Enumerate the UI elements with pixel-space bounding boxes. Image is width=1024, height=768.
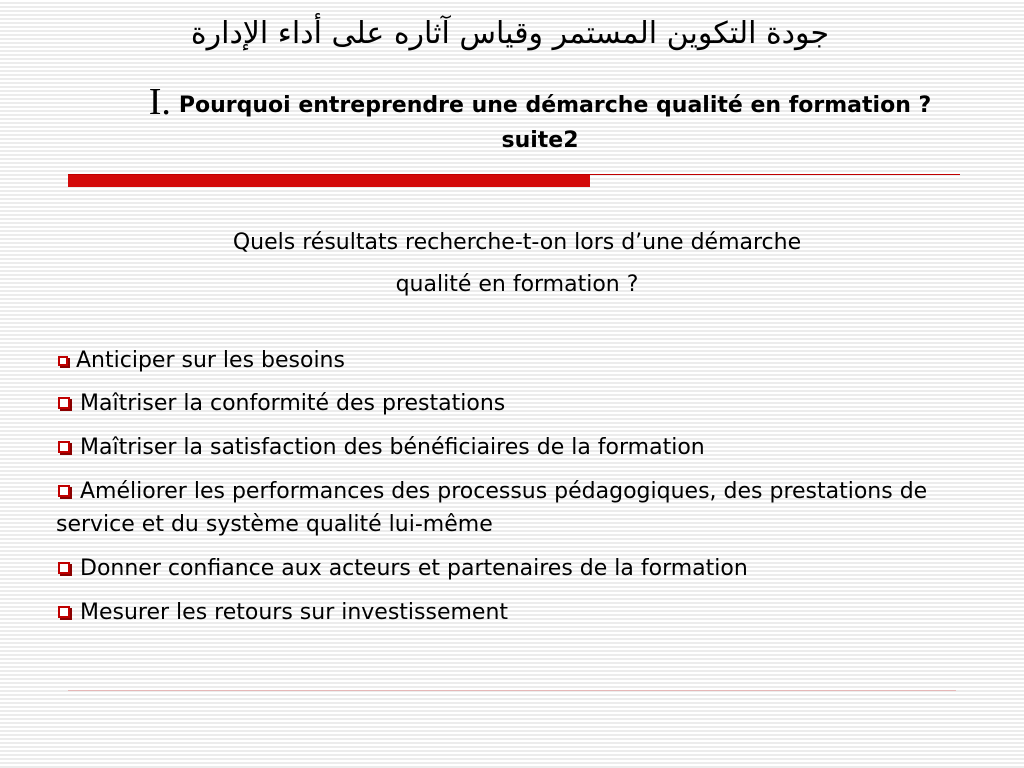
checkbox-bullet-icon (58, 485, 70, 497)
footer-divider-line (68, 690, 956, 691)
list-item (56, 552, 976, 585)
list-item (56, 596, 976, 629)
checkbox-bullet-icon (58, 356, 68, 366)
bullet-list (56, 344, 976, 640)
checkbox-bullet-icon (58, 562, 70, 574)
list-item-text: Améliorer les performances des processus pédagogiques, des prestations de service et du système qualité lui-même (56, 479, 928, 537)
question-line-2: qualité en formation ? (395, 272, 639, 297)
heading-numeral: I. (148, 81, 171, 123)
checkbox-bullet-icon (58, 441, 70, 453)
question-text (120, 222, 914, 306)
list-item (56, 387, 976, 420)
checkbox-bullet-icon (58, 606, 70, 618)
checkbox-bullet-icon (58, 397, 70, 409)
arabic-title: جودة التكوين المستمر وقياس آثاره على أداء الإدارة (190, 16, 830, 51)
list-item-text: Anticiper sur les besoins (76, 348, 345, 373)
list-item-text: Maîtriser la conformité des prestations (80, 391, 506, 416)
list-item (56, 344, 976, 377)
heading-text: Pourquoi entreprendre une démarche qualité en formation ? suite2 (178, 93, 932, 153)
list-item-text: Mesurer les retours sur investissement (80, 600, 509, 625)
list-item (56, 431, 976, 464)
question-line-1: Quels résultats recherche-t-on lors d’une démarche (232, 230, 802, 255)
slide-heading (110, 80, 970, 158)
list-item (56, 475, 976, 541)
title-divider-bar (68, 175, 590, 187)
list-item-text: Donner confiance aux acteurs et partenaires de la formation (80, 556, 748, 581)
list-item-text: Maîtriser la satisfaction des bénéficiaires de la formation (80, 435, 705, 460)
